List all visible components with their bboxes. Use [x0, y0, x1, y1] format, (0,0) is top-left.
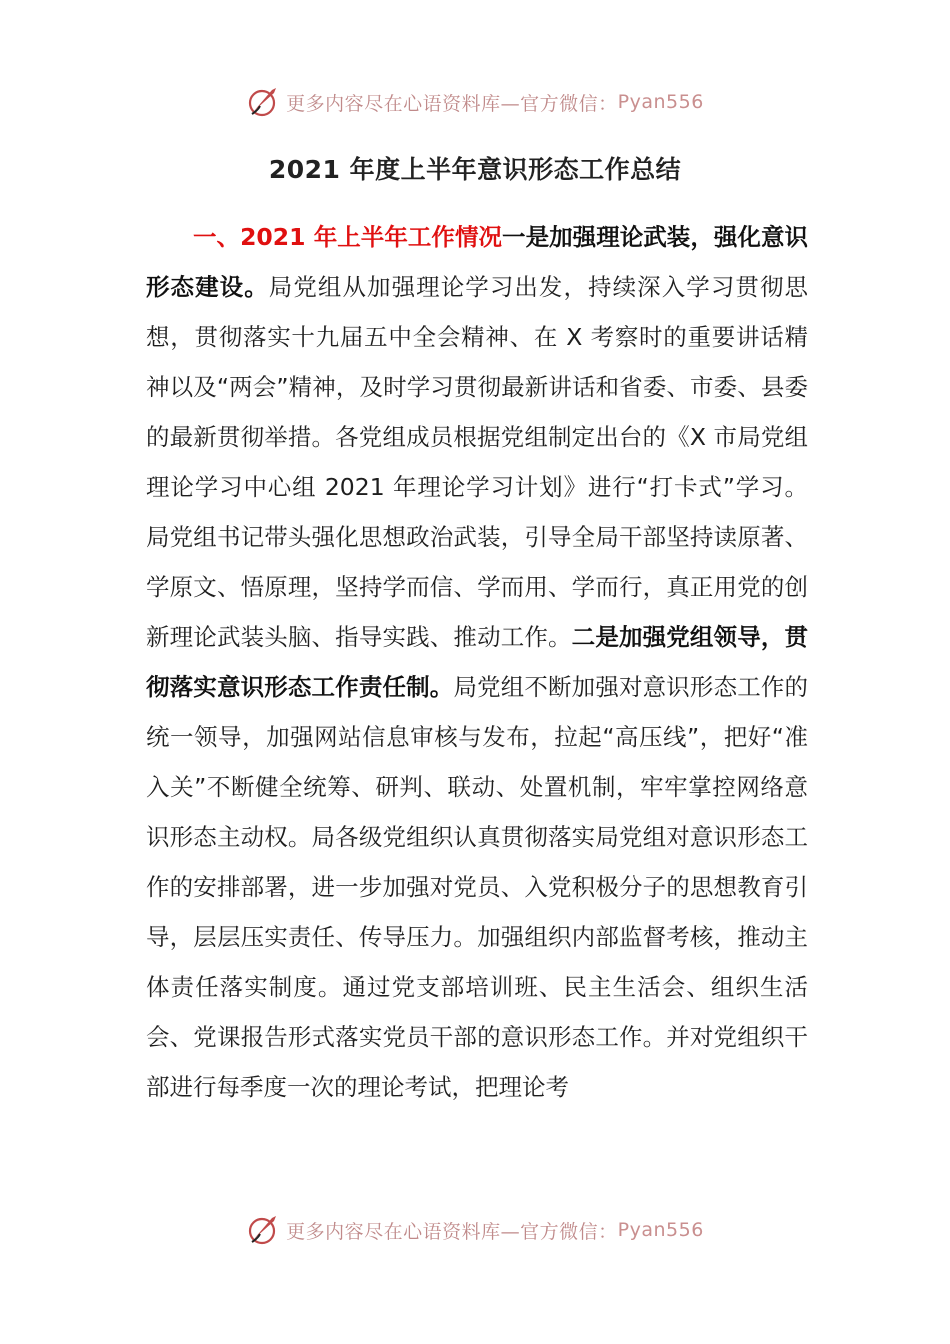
footer-banner	[0, 1212, 950, 1248]
header-banner	[0, 84, 950, 120]
point1-heading: 一是加强理论武装，强化意识形态建设。	[146, 223, 809, 301]
quill-logo-icon	[246, 1212, 282, 1248]
footer-wechat-id: Pyan556	[617, 1219, 704, 1241]
document-title: 2021 年度上半年意识形态工作总结	[268, 155, 682, 184]
header-wechat-id: Pyan556	[617, 91, 704, 113]
point2-heading: 二是加强党组领导，贯彻落实意识形态工作责任制。	[146, 623, 809, 701]
header-banner-text: 更多内容尽在心语资料库—官方微信：	[286, 92, 618, 115]
document-body	[146, 212, 808, 1112]
quill-logo-icon	[246, 84, 282, 120]
section-heading: 一、2021 年上半年工作情况	[193, 223, 503, 251]
footer-banner-text: 更多内容尽在心语资料库—官方微信：	[286, 1220, 618, 1243]
point1-text: 局党组从加强理论学习出发，持续深入学习贯彻思想，贯彻落实十九届五中全会精神、在 X 考察时的重要讲话精神以及“两会”精神，及时学习贯彻最新讲话和省委、市委、县委的最新贯彻举措。各党组成员根据党组制定出台的《X 市局党组理论学习中心组 2021 年理论学习计划》进行“打卡式”学习。局党组书记带头强化思想政治武装，引导全局干部坚持读原著、学原文、悟原理，坚持学而信、学而用、学而行，真正用党的创新理论武装头脑、指导实践、推动工作。	[146, 273, 809, 651]
point2-text: 局党组不断加强对意识形态工作的统一领导，加强网站信息审核与发布，拉起“高压线”，把好“准入关”不断健全统筹、研判、联动、处置机制，牢牢掌控网络意识形态主动权。局各级党组织认真贯彻落实局党组对意识形态工作的安排部署，进一步加强对党员、入党积极分子的思想教育引导，层层压实责任、传导压力。加强组织内部监督考核，推动主体责任落实制度。通过党支部培训班、民主生活会、组织生活会、党课报告形式落实党员干部的意识形态工作。并对党组织干部进行每季度一次的理论考试，把理论考	[146, 673, 809, 1101]
